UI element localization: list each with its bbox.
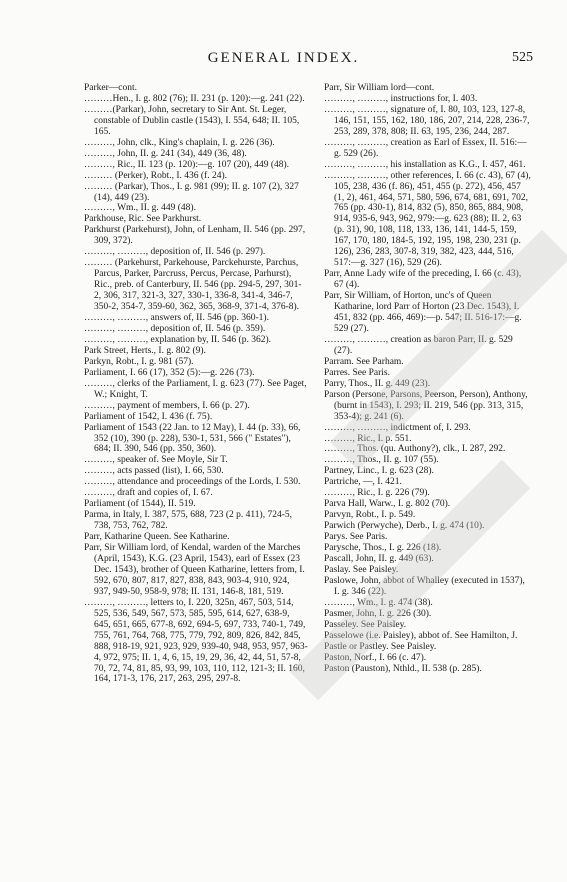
right-index-entry: Pasmer, John, I. g. 226 (30). bbox=[324, 608, 432, 619]
right-index-entry: Passelowe (i.e. Paisley), abbot of. See Hamilton, J. bbox=[324, 630, 518, 641]
left-index-entry: Parliament, I. 66 (17), 352 (5):—g. 226 (73). bbox=[84, 367, 255, 378]
left-index-entry: Parliament of 1543 (22 Jan. to 12 May), I. 44 (p. 33), 66, 352 (10), 390 (p. 228), 530-1, 531, 566 (" Estates"), 684; II. 390, 546 (pp. 350, 360). bbox=[84, 422, 301, 455]
left-index-entry: ………, Wm., II. g. 449 (48). bbox=[84, 203, 196, 214]
left-index-entry: ………, Ric., II. 123 (p. 120):—g. 107 (20), 449 (48). bbox=[84, 159, 290, 170]
left-index-entry: Parliament (of 1544), II. 519. bbox=[84, 499, 196, 510]
right-index-entry: ………, ………, his installation as K.G., I. 457, 461. bbox=[324, 159, 526, 170]
left-index-entry: ………(Parkar), John, secretary to Sir Ant. St. Leger, constable of Dublin castle (1543), I. 554, 648; II. 105, 165. bbox=[84, 104, 300, 137]
left-index-entry: ………, John, clk., King's chaplain, I. g. 226 (36). bbox=[84, 137, 275, 148]
page-header bbox=[0, 50, 567, 70]
right-index-entry: Parram. See Parham. bbox=[324, 356, 404, 367]
right-index-entry: Pastle or Pastley. See Paisley. bbox=[324, 641, 437, 652]
left-index-entry: ………, ………, answers of, II. 546 (pp. 360-1). bbox=[84, 313, 269, 324]
right-index-entry: Parva Hall, Warw., I. g. 802 (70). bbox=[324, 499, 451, 510]
right-index-entry: ………, Thos. (qu. Authony?), clk., I. 287, 292. bbox=[324, 444, 506, 455]
right-column bbox=[324, 83, 532, 674]
right-index-entry: Parwich (Perwyche), Derb., I. g. 474 (10). bbox=[324, 521, 485, 532]
left-index-entry: Parr, Sir William lord, of Kendal, warden of the Marches (April, 1543), K.G. (23 April, 1543), earl of Essex (23 Dec. 1543), brother of Queen Katharine, letters from, I. 592, 670, 807, 817, 827, 838, 843, 903-4, 910, 924, 937, 949-50, 958-9, 978; II. 131, 146-8, 181, 519. bbox=[84, 543, 305, 597]
right-index-entry: ………, ………, instructions for, I. 403. bbox=[324, 93, 478, 104]
left-index-entry: Parkhouse, Ric. See Parkhurst. bbox=[84, 214, 202, 225]
right-index-entry: Paston (Pauston), Nthld., II. 538 (p. 285). bbox=[324, 663, 482, 674]
left-index-entry: ………, John, II. g. 241 (34), 449 (36, 48). bbox=[84, 148, 247, 159]
left-index-entry: Parliament of 1542, I. 436 (f. 75). bbox=[84, 411, 213, 422]
left-index-entry: ………, attendance and proceedings of the Lords, I. 530. bbox=[84, 477, 301, 488]
right-index-entry: Parvyn, Robt., I. p. 549. bbox=[324, 510, 416, 521]
right-index-entry: Parys. See Paris. bbox=[324, 532, 388, 543]
left-index-entry: ………, acts passed (list), I. 66, 530. bbox=[84, 466, 224, 477]
right-index-entry: Parr, Anne Lady wife of the preceding, I. 66 (c. 43), 67 (4). bbox=[324, 269, 522, 291]
right-index-entry: Partriche, —, I. 421. bbox=[324, 477, 402, 488]
right-index-entry: Passeley. See Paisley. bbox=[324, 619, 407, 630]
right-index-entry: ………, ………, signature of, I. 80, 103, 123, 127-8, 146, 151, 155, 162, 180, 186, 207, 214, 228, 236-7, 253, 289, 378, 808; II. 63, 195, 236, 244, 287. bbox=[324, 104, 530, 137]
left-index-entry: ………, ………, explanation by, II. 546 (p. 362). bbox=[84, 334, 271, 345]
left-index-entry: Parker—cont. bbox=[84, 83, 138, 93]
right-index-entry: ………, ………, creation as baron Parr, II. g. 529 (27). bbox=[324, 334, 513, 356]
left-index-entry: ……… (Perker), Robt., I. 436 (f. 24). bbox=[84, 170, 228, 181]
right-index-entry: Paslay. See Paisley. bbox=[324, 564, 399, 575]
right-index-entry: Parr, Sir William lord—cont. bbox=[324, 83, 435, 93]
left-index-entry: ………, ………, deposition of, II. 546 (p. 297). bbox=[84, 247, 266, 258]
left-index-entry: ……… (Parkehurst, Parkehouse, Parckehurste, Parchus, Parcus, Parker, Parcruss, Percus, Percase, Parhurst), Ric., preb. of Canterbury, II. 546 (pp. 294-5, 297, 301-2, 306, 317, 321-3, 327, 330-1, 336-8, 341-4, 346-7, 350-2, 354-7, 359-60, 362, 365, 368-9, 371-4, 376-8). bbox=[84, 258, 302, 313]
page-number: 525 bbox=[512, 50, 533, 65]
right-index-entry: Parr, Sir William, of Horton, unc's of Queen Katharine, lord Parr of Horton (23 Dec. 1543), I. 451, 832 (pp. 466, 469):—p. 547; II. 516-17:—g. 529 (27). bbox=[324, 291, 522, 334]
left-index-entry: ………, payment of members, I. 66 (p. 27). bbox=[84, 400, 250, 411]
right-index-entry: Pascall, John, II. g. 449 (63). bbox=[324, 553, 434, 564]
page-title: GENERAL INDEX. bbox=[207, 50, 360, 66]
left-index-entry: Parkyn, Robt., I. g. 981 (57). bbox=[84, 356, 194, 367]
right-index-entry: Partney, Linc., I. g. 623 (28). bbox=[324, 466, 434, 477]
left-index-entry: ………Hen., I. g. 802 (76); II. 231 (p. 120):—g. 241 (22). bbox=[84, 93, 305, 104]
right-index-entry: ………, Ric., I. p. 551. bbox=[324, 433, 412, 444]
right-index-entry: ………, Thos., II. g. 107 (55). bbox=[324, 455, 439, 466]
right-index-entry: Parson (Persone, Parsons, Peerson, Person), Anthony, (burnt in 1543), I. 293; II. 219, 546 (pp. 313, 315, 353-4); g. 241 (6). bbox=[324, 389, 528, 422]
left-index-entry: ……… (Parkar), Thos., I. g. 981 (99); II. g. 107 (2), 327 (14), 449 (23). bbox=[84, 181, 299, 203]
left-index-entry: ………, speaker of. See Moyle, Sir T. bbox=[84, 455, 228, 466]
right-index-entry: Parysche, Thos., I. g. 226 (18). bbox=[324, 543, 442, 554]
left-index-entry: Park Street, Herts., I. g. 802 (9). bbox=[84, 345, 206, 356]
right-index-entry: ………, ………, other references, I. 66 (c. 43), 67 (4), 105, 238, 436 (f. 86), 451, 455 (p. 272), 456, 457 (1, 2), 461, 464, 571, 580, 596, 674, 681, 691, 702, 765 (pp. 430-1), 814, 832 (5), 850, 865, 884, 908, 914, 935-6, 943, 962, 979:—g. 623 (88); II. 2, 63 (p. 31), 90, 108, 118, 133, 136, 141, 144-5, 159, 167, 170, 180, 184-5, 192, 195, 198, 230, 231 (p. 126), 236, 283, 307-8, 319, 382, 423, 444, 516, 517:—g. 327 (16), 529 (26). bbox=[324, 170, 531, 269]
right-index-entry: ………, Wm., I. g. 474 (38). bbox=[324, 597, 433, 608]
left-index-entry: ………, clerks of the Parliament, I. g. 623 (77). See Paget, W.; Knight, T. bbox=[84, 378, 307, 400]
left-index-entry: ………, ………, letters to, I. 220, 325n, 467, 503, 514, 525, 536, 549, 567, 573, 585, 595, 614, 627, 638-9, 645, 651, 665, 677-8, 692, 694-5, 697, 733, 740-1, 749, 755, 761, 764, 768, 775, 779, 792, 809, 826, 842, 845, 888, 918-19, 921, 923, 929, 939-40, 948, 953, 957, 963-4, 972, 975; II. 1, 4, 6, 15, 19, 29, 36, 42, 44, 51, 57-8, 70, 72, 74, 81, 85, 93, 99, 103, 110, 112, 121-3; II. 160, 164, 171-3, 176, 217, 263, 295, 297-8. bbox=[84, 597, 308, 685]
left-index-entry: Parkhurst (Parkehurst), John, of Lenham, II. 546 (pp. 297, 309, 372). bbox=[84, 225, 306, 247]
right-index-entry: Paslowe, John, abbot of Whalley (executed in 1537), I. g. 346 (22). bbox=[324, 575, 525, 597]
right-index-entry: ………, Ric., I. g. 226 (79). bbox=[324, 488, 430, 499]
right-index-entry: ………, ………, creation as Earl of Essex, II. 516:—g. 529 (26). bbox=[324, 137, 527, 159]
right-index-entry: Paston, Norf., I. 66 (c. 47). bbox=[324, 652, 427, 663]
right-index-entry: ………, ………, indictment of, I. 293. bbox=[324, 422, 471, 433]
left-index-entry: ………, ………, deposition of, II. 546 (p. 359). bbox=[84, 323, 266, 334]
right-index-entry: Parres. See Paris. bbox=[324, 367, 390, 378]
left-index-entry: Parr, Katharine Queen. See Katharine. bbox=[84, 532, 230, 543]
left-column bbox=[84, 83, 308, 685]
left-index-entry: Parma, in Italy, I. 387, 575, 688, 723 (2 p. 411), 724-5, 738, 753, 762, 782. bbox=[84, 510, 293, 532]
left-index-entry: ………, draft and copies of, I. 67. bbox=[84, 488, 213, 499]
right-index-entry: Parry, Thos., II. g. 449 (23). bbox=[324, 378, 431, 389]
